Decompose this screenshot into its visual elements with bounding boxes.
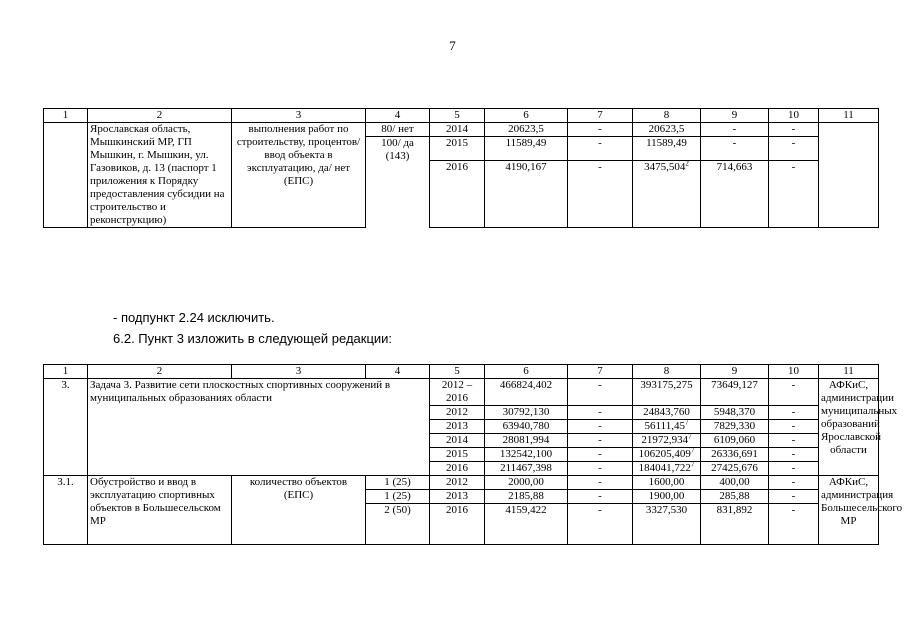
local-cell: 27425,676 — [701, 462, 769, 476]
other-cell: - — [769, 448, 819, 462]
col-header: 10 — [769, 365, 819, 379]
col-header: 1 — [44, 365, 88, 379]
col-header: 6 — [485, 109, 568, 123]
local-cell: - — [701, 137, 769, 161]
regional-cell: 106205,409$^7$ — [633, 448, 701, 462]
table-row — [44, 476, 879, 490]
year-cell: 2015 — [430, 137, 485, 161]
table-task3 — [43, 364, 903, 545]
other-cell: - — [769, 504, 819, 545]
year-cell: 2015 — [430, 448, 485, 462]
table-row — [44, 379, 879, 406]
col-header: 3 — [232, 109, 366, 123]
year-cell: 2016 — [430, 462, 485, 476]
other-cell: - — [769, 379, 819, 406]
regional-cell: 1600,00 — [633, 476, 701, 490]
total-cell: 4190,167 — [485, 161, 568, 228]
federal-cell: - — [568, 379, 633, 406]
table-row — [44, 123, 879, 137]
local-cell: 714,663 — [701, 161, 769, 228]
subitem-title: Обустройство и ввод в эксплуатацию спортивных объектов в Большесельском МР — [88, 476, 232, 545]
federal-cell: - — [568, 434, 633, 448]
federal-cell: - — [568, 476, 633, 490]
subitem-indicator: количество объектов (ЕПС) — [232, 476, 366, 545]
regional-cell: 3327,530 — [633, 504, 701, 545]
regional-cell: 56111,45$^7$ — [633, 420, 701, 434]
local-cell: 5948,370 — [701, 406, 769, 420]
table1-header-row — [44, 109, 879, 123]
task-title: Задача 3. Развитие сети плоскостных спортивных сооружений в муниципальных образованиях области — [88, 379, 430, 476]
regional-cell: 20623,5 — [633, 123, 701, 137]
col-header: 7 — [568, 365, 633, 379]
task-number: 3. — [44, 379, 88, 476]
total-cell: 132542,100 — [485, 448, 568, 462]
local-cell: 26336,691 — [701, 448, 769, 462]
federal-cell: - — [568, 462, 633, 476]
total-cell: 466824,402 — [485, 379, 568, 406]
footnote-mark: 7 — [688, 432, 692, 441]
col-header: 10 — [769, 109, 819, 123]
regional-cell: 1900,00 — [633, 490, 701, 504]
federal-cell: - — [568, 504, 633, 545]
footnote-mark: 7 — [684, 418, 689, 427]
regional-cell: 184041,722$^7$ — [633, 462, 701, 476]
total-cell: 2185,88 — [485, 490, 568, 504]
other-cell: - — [769, 420, 819, 434]
responsible-executor: АФКиС, администрация Большесельского МР — [819, 476, 879, 545]
regional-cell: 11589,49 — [633, 137, 701, 161]
col-header: 11 — [819, 365, 879, 379]
federal-cell: - — [568, 490, 633, 504]
other-cell: - — [769, 462, 819, 476]
local-cell: 7829,330 — [701, 420, 769, 434]
col-header: 4 — [366, 109, 430, 123]
regional-cell: 393175,275 — [633, 379, 701, 406]
federal-cell: - — [568, 161, 633, 228]
col-header: 1 — [44, 109, 88, 123]
col-header: 4 — [366, 365, 430, 379]
col-header: 9 — [701, 109, 769, 123]
year-cell: 2012 — [430, 406, 485, 420]
footnote-mark: 2 — [685, 159, 689, 168]
local-cell: 831,892 — [701, 504, 769, 545]
total-cell: 20623,5 — [485, 123, 568, 137]
regional-cell: 3475,504$^2$ — [633, 161, 701, 228]
other-cell: - — [769, 490, 819, 504]
local-cell: 285,88 — [701, 490, 769, 504]
total-cell: 4159,422 — [485, 504, 568, 545]
regional-cell: 21972,934$^7$ — [633, 434, 701, 448]
subitem-number: 3.1. — [44, 476, 88, 545]
paragraph-amend: 6.2. Пункт 3 изложить в следующей редакции: — [113, 331, 393, 346]
indicator-value: 2 (50) — [366, 504, 430, 545]
col-header: 5 — [430, 365, 485, 379]
other-cell: - — [769, 434, 819, 448]
footnote-mark: 7 — [690, 446, 695, 455]
paragraph-delete: - подпункт 2.24 исключить. — [113, 310, 275, 325]
year-cell: 2012 — [430, 476, 485, 490]
page-number: 7 — [449, 38, 456, 53]
local-cell: 400,00 — [701, 476, 769, 490]
total-cell: 30792,130 — [485, 406, 568, 420]
indicator-value: 80/ нет — [366, 123, 430, 137]
object-description: Ярославская область, Мышкинский МР, ГП Мышкин, г. Мышкин, ул. Газовиков, д. 13 (паспорт 1 приложения к Порядку предоставления субсидии на строительство и реконструкцию) — [88, 123, 232, 228]
col-header: 3 — [232, 365, 366, 379]
table-passport-object — [43, 108, 879, 228]
indicator-value: 1 (25) — [366, 490, 430, 504]
indicator-description: выполнения работ по строительству, процентов/ ввод объекта в эксплуатацию, да/ нет (ЕПС) — [232, 123, 366, 228]
local-cell: 6109,060 — [701, 434, 769, 448]
other-cell: - — [769, 137, 819, 161]
year-cell: 2016 — [430, 161, 485, 228]
year-cell: 2012 – 2016 — [430, 379, 485, 406]
total-cell: 63940,780 — [485, 420, 568, 434]
col-header: 9 — [701, 365, 769, 379]
total-cell: 211467,398 — [485, 462, 568, 476]
col-header: 5 — [430, 109, 485, 123]
col-header: 7 — [568, 109, 633, 123]
federal-cell: - — [568, 137, 633, 161]
footnote-mark: 7 — [690, 460, 695, 469]
col-header: 8 — [633, 365, 701, 379]
total-cell: 28081,994 — [485, 434, 568, 448]
total-cell: 11589,49 — [485, 137, 568, 161]
other-cell: - — [769, 123, 819, 137]
indicator-value: 1 (25) — [366, 476, 430, 490]
local-cell: 73649,127 — [701, 379, 769, 406]
federal-cell: - — [568, 448, 633, 462]
col-header: 2 — [88, 365, 232, 379]
other-cell: - — [769, 476, 819, 490]
col-header: 8 — [633, 109, 701, 123]
year-cell: 2013 — [430, 490, 485, 504]
local-cell: - — [701, 123, 769, 137]
federal-cell: - — [568, 420, 633, 434]
col-header: 11 — [819, 109, 879, 123]
col-header: 2 — [88, 109, 232, 123]
year-cell: 2014 — [430, 123, 485, 137]
other-cell: - — [769, 406, 819, 420]
responsible-executor: АФКиС, администрации муниципальных образований Ярославской области — [819, 379, 879, 476]
federal-cell: - — [568, 123, 633, 137]
regional-cell: 24843,760 — [633, 406, 701, 420]
col-header: 6 — [485, 365, 568, 379]
year-cell: 2013 — [430, 420, 485, 434]
year-cell: 2016 — [430, 504, 485, 545]
year-cell: 2014 — [430, 434, 485, 448]
federal-cell: - — [568, 406, 633, 420]
other-cell: - — [769, 161, 819, 228]
table2-header-row — [44, 365, 879, 379]
indicator-value: 100/ да (143) — [366, 137, 430, 228]
total-cell: 2000,00 — [485, 476, 568, 490]
